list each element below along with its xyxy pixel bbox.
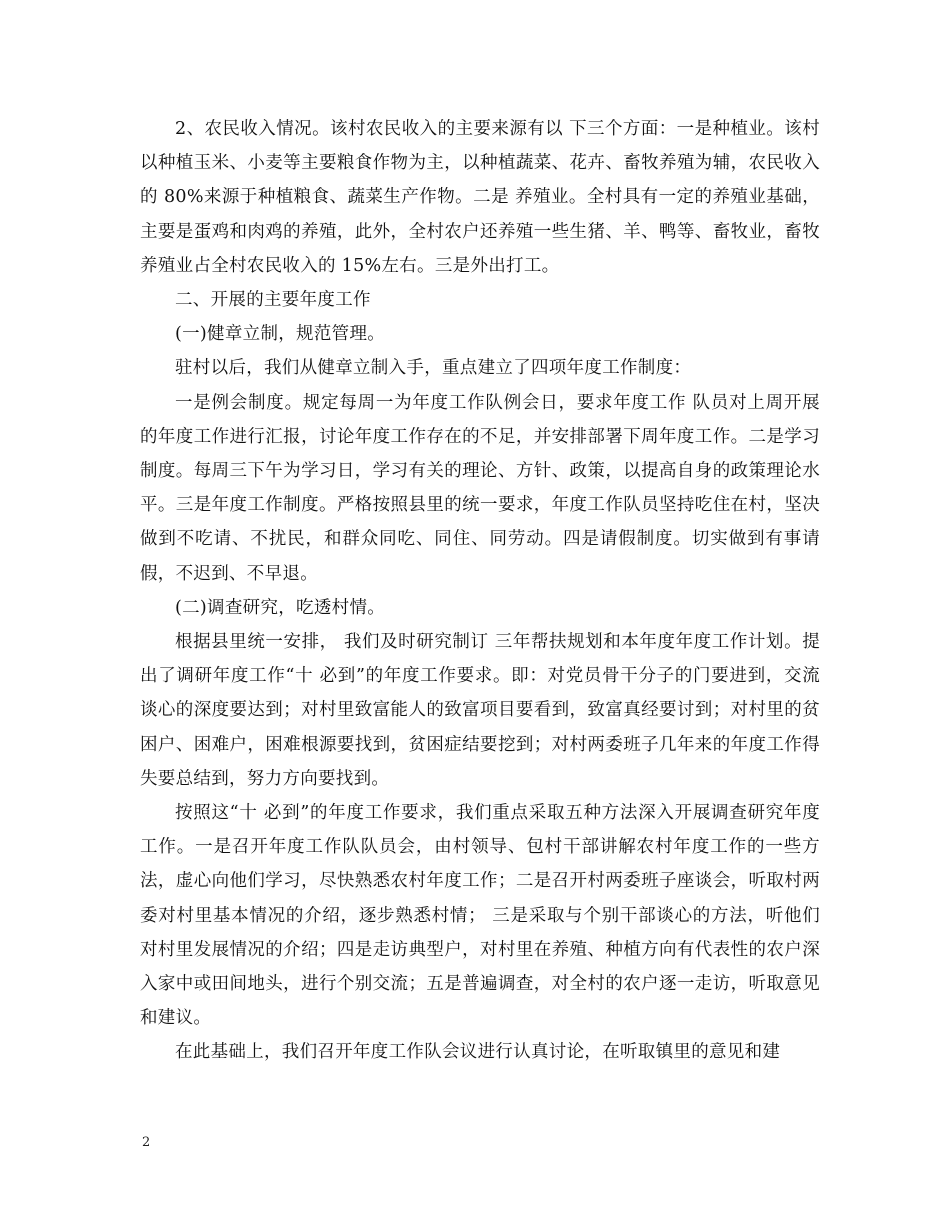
- page-number: 2: [142, 1135, 151, 1150]
- paragraph-four-systems: 一是例会制度。规定每周一为年度工作队例会日，要求年度工作 队员对上周开展的年度工作进行汇报，讨论年度工作存在的不足，并安排部署下周年度工作。二是学习制度。每周三下午为学习日，学习有关的理论、方针、政策，以提高自身的政策理论水平。三是年度工作制度。严格按照县里的统一要求，年度工作队员坚持吃住在村，坚决做到不吃请、不扰民，和群众同吃、同住、同劳动。四是请假制度。切实做到有事请假，不迟到、不早退。: [140, 392, 820, 584]
- subheading-rules: (一)健章立制，规范管理。: [175, 324, 386, 345]
- paragraph-rules-intro: 驻村以后，我们从健章立制入手，重点建立了四项年度工作制度：: [175, 358, 692, 379]
- section-heading-main-work: 二、开展的主要年度工作: [175, 290, 371, 311]
- document-body: [140, 112, 820, 1070]
- subheading-research: (二)调查研究，吃透村情。: [175, 597, 386, 618]
- paragraph-farmer-income: 2、农民收入情况。该村农民收入的主要来源有以 下三个方面：一是种植业。该村以种植玉米、小麦等主要粮食作物为主，以种植蔬菜、花卉、畜牧养殖为辅，农民收入的 80%来源于种植粮食、蔬菜生产作物。二是 养殖业。全村具有一定的养殖业基础，主要是蛋鸡和肉鸡的养殖，此外，全村农户还养殖一些生猪、羊、鸭等、畜牧业，畜牧养殖业占全村农民收入的 15%左右。三是外出打工。: [140, 119, 820, 276]
- paragraph-five-methods: 按照这“十 必到”的年度工作要求，我们重点采取五种方法深入开展调查研究年度工作。一是召开年度工作队队员会，由村领导、包村干部讲解农村年度工作的一些方法，虚心向他们学习，尽快熟悉农村年度工作；二是召开村两委班子座谈会，听取村两委对村里基本情况的介绍，逐步熟悉村情； 三是采取与个别干部谈心的方法，听他们对村里发展情况的介绍；四是走访典型户，对村里在养殖、种植方向有代表性的农户深入家中或田间地头，进行个别交流；五是普遍调查，对全村的农户逐一走访，听取意见和建议。: [140, 803, 820, 1029]
- paragraph-ten-musts: 根据县里统一安排， 我们及时研究制订 三年帮扶规划和本年度年度工作计划。提出了调研年度工作“十 必到”的年度工作要求。即：对党员骨干分子的门要进到，交流谈心的深度要达到；对村里致富能人的致富项目要看到，致富真经要讨到；对村里的贫困户、困难户，困难根源要找到，贫困症结要挖到；对村两委班子几年来的年度工作得失要总结到，努力方向要找到。: [140, 632, 820, 789]
- paragraph-discussion: 在此基础上，我们召开年度工作队会议进行认真讨论，在听取镇里的意见和建: [175, 1042, 781, 1063]
